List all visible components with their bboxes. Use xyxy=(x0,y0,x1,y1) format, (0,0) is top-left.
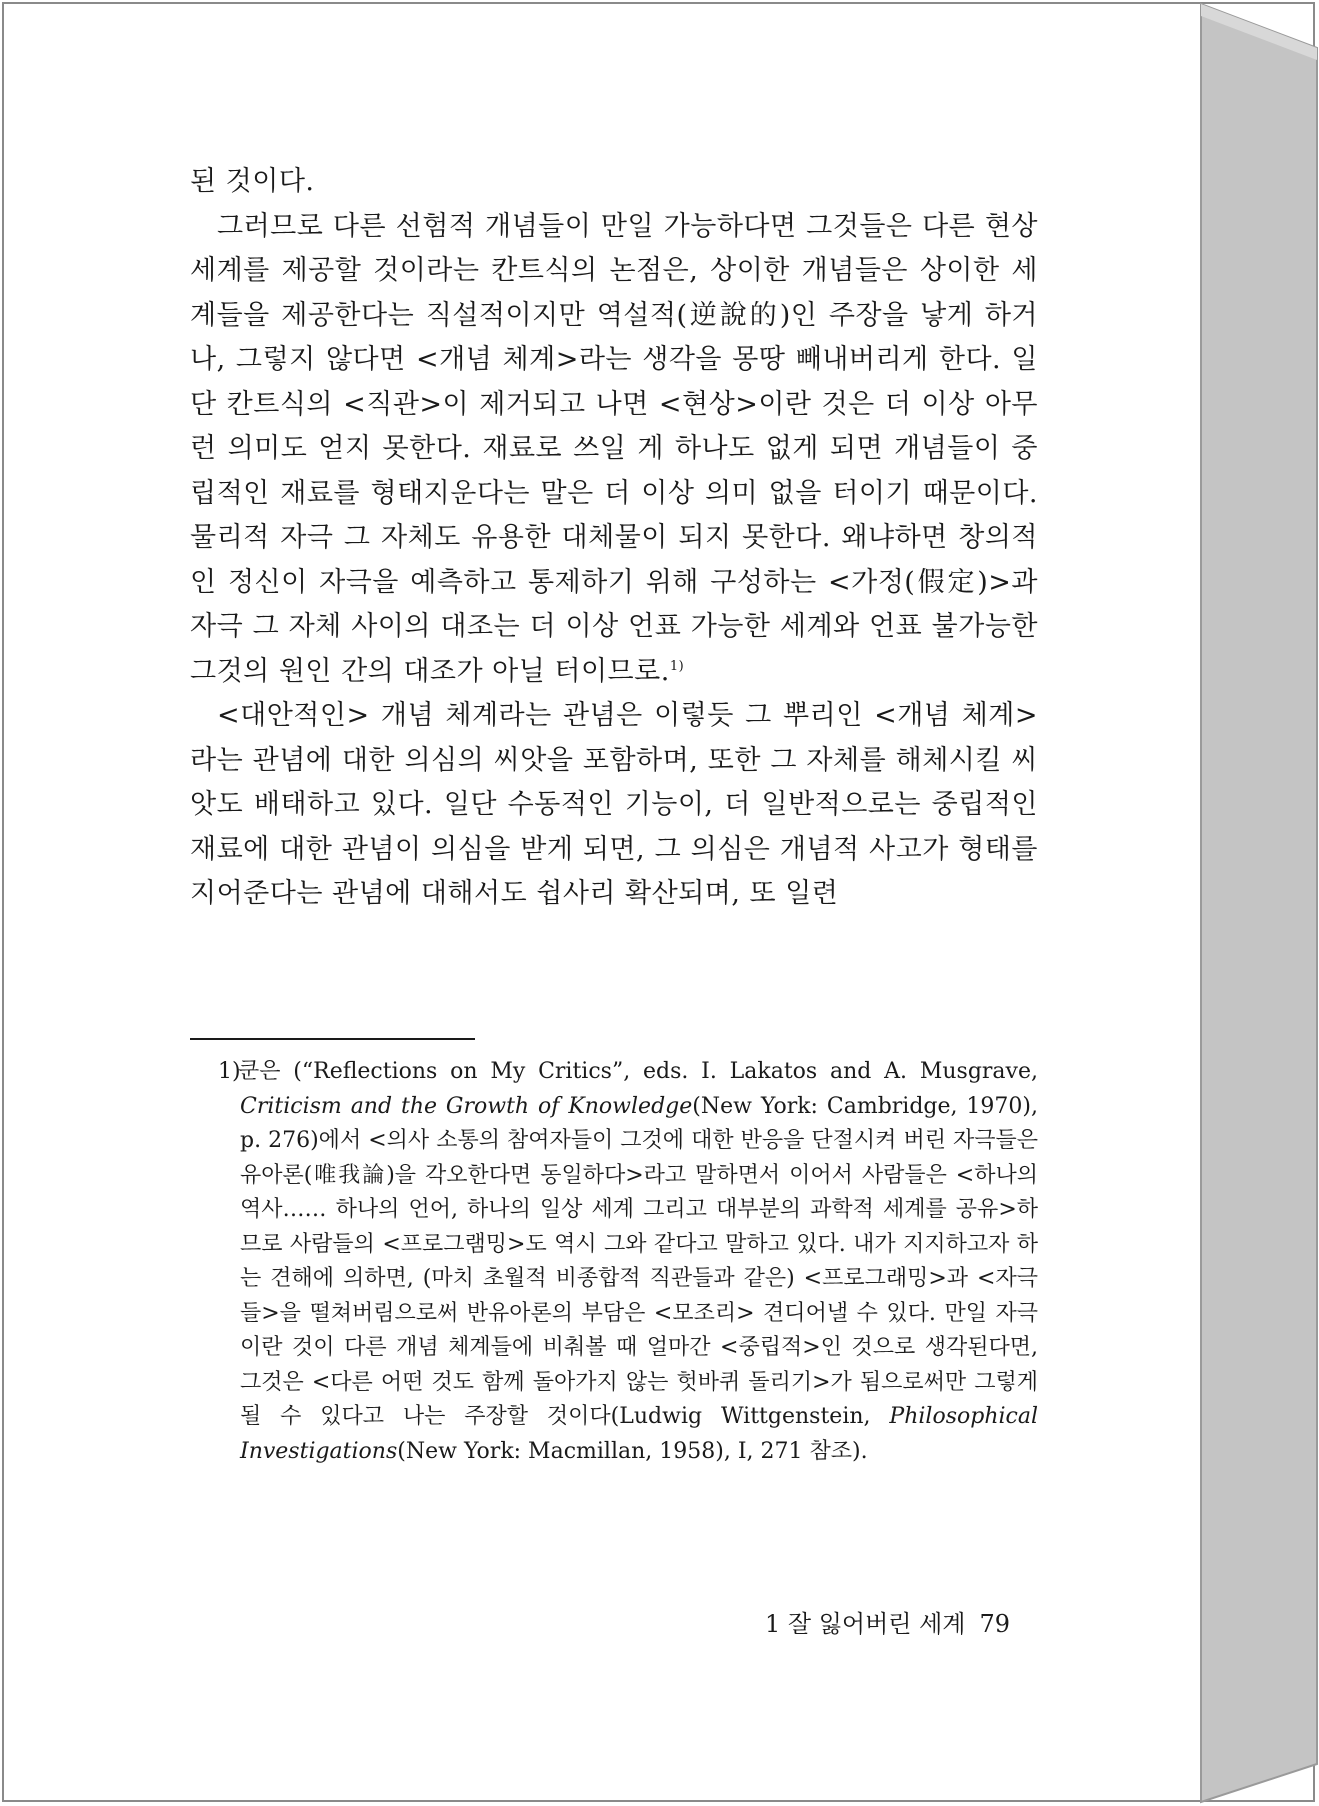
footnote-book-title: Criticism and the Growth of Knowledge xyxy=(240,1093,693,1119)
paragraph-text: 그러므로 다른 선험적 개념들이 만일 가능하다면 그것들은 다른 현상 세계를 제공할 것이라는 칸트식의 논점은, 상이한 개념들은 상이한 세계들을 제공한다는 직설적이지만 역설적(逆說的)인 주장을 낳게 하거나, 그렇지 않다면 <개념 체계>라는 생각을 몽땅 빼내버리게 한다. 일단 칸트식의 <직관>이 제거되고 나면 <현상>이란 것은 더 이상 아무런 의미도 얻지 못한다. 재료로 쓰일 게 하나도 없게 되면 개념들이 중립적인 재료를 형태지운다는 말은 더 이상 의미 없을 터이기 때문이다. 물리적 자극 그 자체도 유용한 대체물이 되지 못한다. 왜냐하면 창의적인 정신이 자극을 예측하고 통제하기 위해 구성하는 <가정(假定)>과 자극 그 자체 사이의 대조는 더 이상 언표 가능한 세계와 언표 불가능한 그것의 원인 간의 대조가 아닐 터이므로. xyxy=(190,210,1038,687)
paragraph xyxy=(190,205,1038,695)
footnote-reference[interactable]: 1) xyxy=(669,658,685,674)
book-edge-decoration xyxy=(1199,0,1319,1806)
main-text xyxy=(190,160,1038,917)
footnote-number: 1) xyxy=(218,1059,241,1084)
page-number: 79 xyxy=(979,1610,1010,1638)
footnote-book-title: Philosophical Investigations xyxy=(240,1404,1038,1464)
page-footer xyxy=(700,1604,1010,1639)
footnote-text: (New York: Macmillan, 1958), I, 271 참조). xyxy=(397,1438,868,1464)
footnote-text: (New York: Cambridge, 1970), p. 276)에서 <의사 소통의 참여자들이 그것에 대한 반응을 단절시켜 버린 자극들은 유아론(唯我論)을 각오한다면 동일하다>라고 말하면서 이어서 사람들은 <하나의 역사…… 하나의 언어, 하나의 일상 세계 그리고 대부분의 과학적 세계를 공유>하므로 사람들의 <프로그램밍>도 역시 그와 같다고 말하고 있다. 내가 지지하고자 하는 견해에 의하면, (마치 초월적 비종합적 직관들과 같은) <프로그래밍>과 <자극들>을 떨쳐버림으로써 반유아론의 부담은 <모조리> 견디어낼 수 있다. 만일 자극이란 것이 다른 개념 체계들에 비춰볼 때 얼마간 <중립적>인 것으로 생각된다면, 그것은 <다른 어떤 것도 함께 돌아가지 않는 헛바퀴 돌리기>가 됨으로써만 그렇게 될 수 있다고 나는 주장할 것이다(Ludwig Wittgenstein, xyxy=(240,1093,1038,1429)
footnote-divider xyxy=(190,1038,475,1040)
paragraph: <대안적인> 개념 체계라는 관념은 이렇듯 그 뿌리인 <개념 체계>라는 관념에 대한 의심의 씨앗을 포함하며, 또한 그 자체를 해체시킬 씨앗도 배태하고 있다. 일단 수동적인 기능이, 더 일반적으로는 중립적인 재료에 대한 관념이 의심을 받게 되면, 그 의심은 개념적 사고가 형태를 지어준다는 관념에 대해서도 쉽사리 확산되며, 또 일련 xyxy=(190,700,1038,909)
paragraph-continuation: 된 것이다. xyxy=(190,166,315,197)
running-head: 1 잘 잃어버린 세계 xyxy=(765,1610,966,1638)
footnote xyxy=(218,1055,1038,1469)
footnote-body xyxy=(218,1055,1038,1469)
footnote-text: 쿤은 (“Reflections on My Critics”, eds. I. Lakatos and A. Musgrave, xyxy=(238,1059,1038,1084)
